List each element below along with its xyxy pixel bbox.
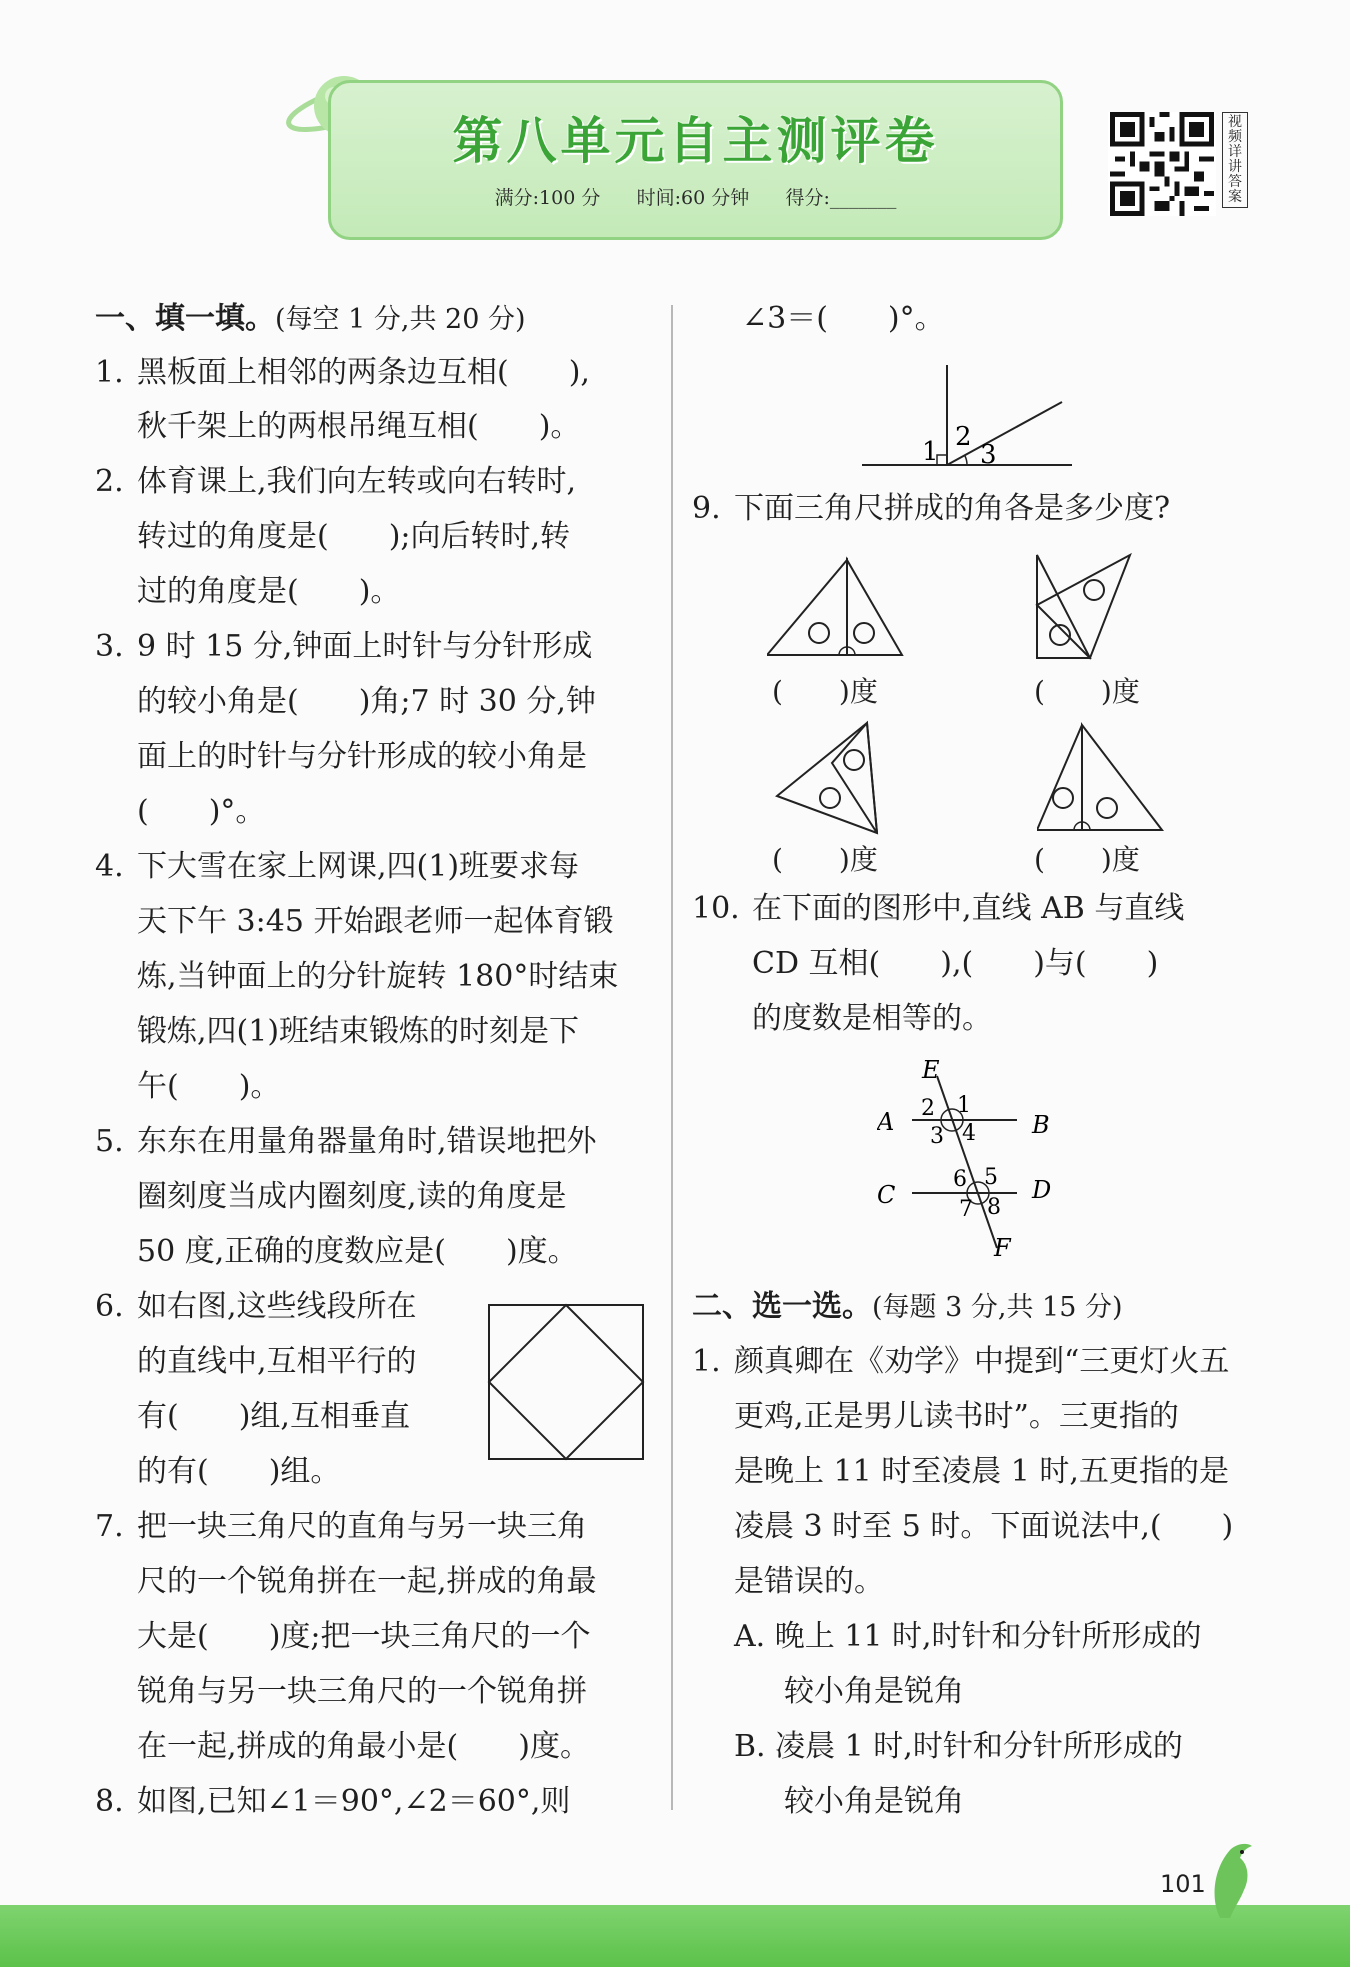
question-5-line-3: 50 度,正确的度数应是( )度。 [137, 1234, 578, 1269]
question-5-line-1: 5. 东东在用量角器量角时,错误地把外 [95, 1124, 597, 1159]
angle-num-8: 8 [987, 1195, 1001, 1220]
point-A: A [877, 1108, 895, 1136]
s2-question-1-line-4: 凌晨 3 时至 5 时。下面说法中,( ) [734, 1509, 1234, 1544]
point-D: D [1032, 1176, 1052, 1204]
question-10-line-2: CD 互相( ),( )与( ) [752, 946, 1159, 981]
question-6-line-4: 的有( )组。 [137, 1454, 341, 1489]
question-3-line-4: ( )°。 [137, 794, 266, 829]
option-a-line-1[interactable]: A. 晚上 11 时,时针和分针所形成的 [734, 1619, 1202, 1654]
footer-band [0, 1905, 1350, 1967]
angle-num-4: 4 [962, 1121, 976, 1146]
question-6-line-2: 的直线中,互相平行的 [137, 1344, 417, 1379]
angle-label-2: 2 [955, 422, 972, 452]
option-a-line-2: 较小角是锐角 [784, 1674, 964, 1709]
angle-num-6: 6 [953, 1167, 967, 1192]
square-diamond-figure [487, 1303, 647, 1463]
question-4-line-1: 4. 下大雪在家上网课,四(1)班要求每 [95, 849, 580, 884]
triangle-figure-4 [1037, 720, 1167, 835]
question-6-line-3: 有( )组,互相垂直 [137, 1399, 410, 1434]
question-9-line: 9. 下面三角尺拼成的角各是多少度? [692, 491, 1171, 526]
page-title: 第八单元自主测评卷 [452, 112, 939, 170]
question-10-line-1: 10. 在下面的图形中,直线 AB 与直线 [692, 891, 1185, 926]
question-2-line-2: 转过的角度是( );向后转时,转 [137, 519, 571, 554]
question-2-line-3: 过的角度是( )。 [137, 574, 401, 609]
s2-question-1-line-3: 是晚上 11 时至凌晨 1 时,五更指的是 [734, 1454, 1229, 1489]
q9-answer-4: ( )度 [1034, 843, 1140, 876]
parallel-lines-figure [877, 1058, 1077, 1258]
question-4-line-5: 午( )。 [137, 1069, 281, 1104]
column-divider [671, 305, 673, 1810]
triangle-figure-2 [1032, 550, 1142, 665]
page-number: 101 [1160, 1870, 1206, 1898]
question-3-line-2: 的较小角是( )角;7 时 30 分,钟 [137, 684, 596, 719]
question-4-line-4: 锻炼,四(1)班结束锻炼的时刻是下 [137, 1014, 580, 1049]
question-4-line-3: 炼,当钟面上的分针旋转 180°时结束 [137, 959, 619, 994]
question-1-line-1: 1. 黑板面上相邻的两条边互相( ), [95, 355, 590, 390]
angle-num-5: 5 [984, 1165, 998, 1190]
point-F: F [994, 1234, 1011, 1258]
qr-code-icon[interactable] [1108, 112, 1216, 216]
s2-question-1-line-5: 是错误的。 [734, 1564, 884, 1599]
exam-meta [331, 183, 1060, 210]
question-7-line-4: 锐角与另一块三角尺的一个锐角拼 [137, 1674, 587, 1709]
question-5-line-2: 圈刻度当成内圈刻度,读的角度是 [137, 1179, 567, 1214]
question-8-line-1: 8. 如图,已知∠1＝90°,∠2＝60°,则 [95, 1784, 571, 1819]
full-marks: 满分:100 分 [494, 187, 601, 209]
question-3-line-1: 3. 9 时 15 分,钟面上时针与分针形成 [95, 629, 593, 664]
point-E: E [922, 1058, 940, 1084]
question-3-line-3: 面上的时针与分针形成的较小角是 [137, 739, 587, 774]
question-7-line-1: 7. 把一块三角尺的直角与另一块三角 [95, 1509, 587, 1544]
angle-label-3: 3 [980, 440, 997, 470]
angle-num-1: 1 [957, 1093, 971, 1118]
score-field[interactable]: 得分:_______ [785, 187, 897, 209]
question-8-line-2: ∠3＝( )°。 [742, 301, 945, 336]
angle-num-2: 2 [921, 1096, 935, 1121]
qr-caption: 视频详讲答案 [1222, 112, 1248, 208]
question-7-line-5: 在一起,拼成的角最小是( )度。 [137, 1729, 590, 1764]
triangle-figure-1 [767, 555, 907, 665]
dolphin-icon [1200, 1838, 1260, 1928]
angle-figure-q8 [862, 360, 1072, 470]
question-4-line-2: 天下午 3:45 开始跟老师一起体育锻 [137, 904, 614, 939]
section-2-heading: 二、选一选。(每题 3 分,共 15 分) [692, 1289, 1123, 1324]
angle-num-7: 7 [959, 1197, 973, 1222]
time-limit: 时间:60 分钟 [636, 187, 750, 209]
question-6-line-1: 6. 如右图,这些线段所在 [95, 1289, 417, 1324]
question-10-line-3: 的度数是相等的。 [752, 1001, 992, 1036]
angle-num-3: 3 [930, 1124, 944, 1149]
triangle-figure-3 [772, 718, 892, 838]
q9-answer-1: ( )度 [772, 675, 878, 708]
option-b-line-1[interactable]: B. 凌晨 1 时,时针和分针所形成的 [734, 1729, 1183, 1764]
angle-label-1: 1 [922, 437, 939, 467]
point-B: B [1032, 1111, 1050, 1139]
question-7-line-2: 尺的一个锐角拼在一起,拼成的角最 [137, 1564, 597, 1599]
q9-answer-3: ( )度 [772, 843, 878, 876]
title-banner [328, 80, 1063, 240]
question-1-line-2: 秋千架上的两根吊绳互相( )。 [137, 409, 581, 444]
s2-question-1-line-2: 更鸡,正是男儿读书时”。三更指的 [734, 1399, 1179, 1434]
q9-answer-2: ( )度 [1034, 675, 1140, 708]
s2-question-1-line-1: 1. 颜真卿在《劝学》中提到“三更灯火五 [692, 1344, 1230, 1379]
question-2-line-1: 2. 体育课上,我们向左转或向右转时, [95, 464, 577, 499]
section-1-heading: 一、填一填。(每空 1 分,共 20 分) [95, 301, 526, 336]
option-b-line-2: 较小角是锐角 [784, 1784, 964, 1819]
point-C: C [877, 1181, 896, 1209]
question-7-line-3: 大是( )度;把一块三角尺的一个 [137, 1619, 591, 1654]
